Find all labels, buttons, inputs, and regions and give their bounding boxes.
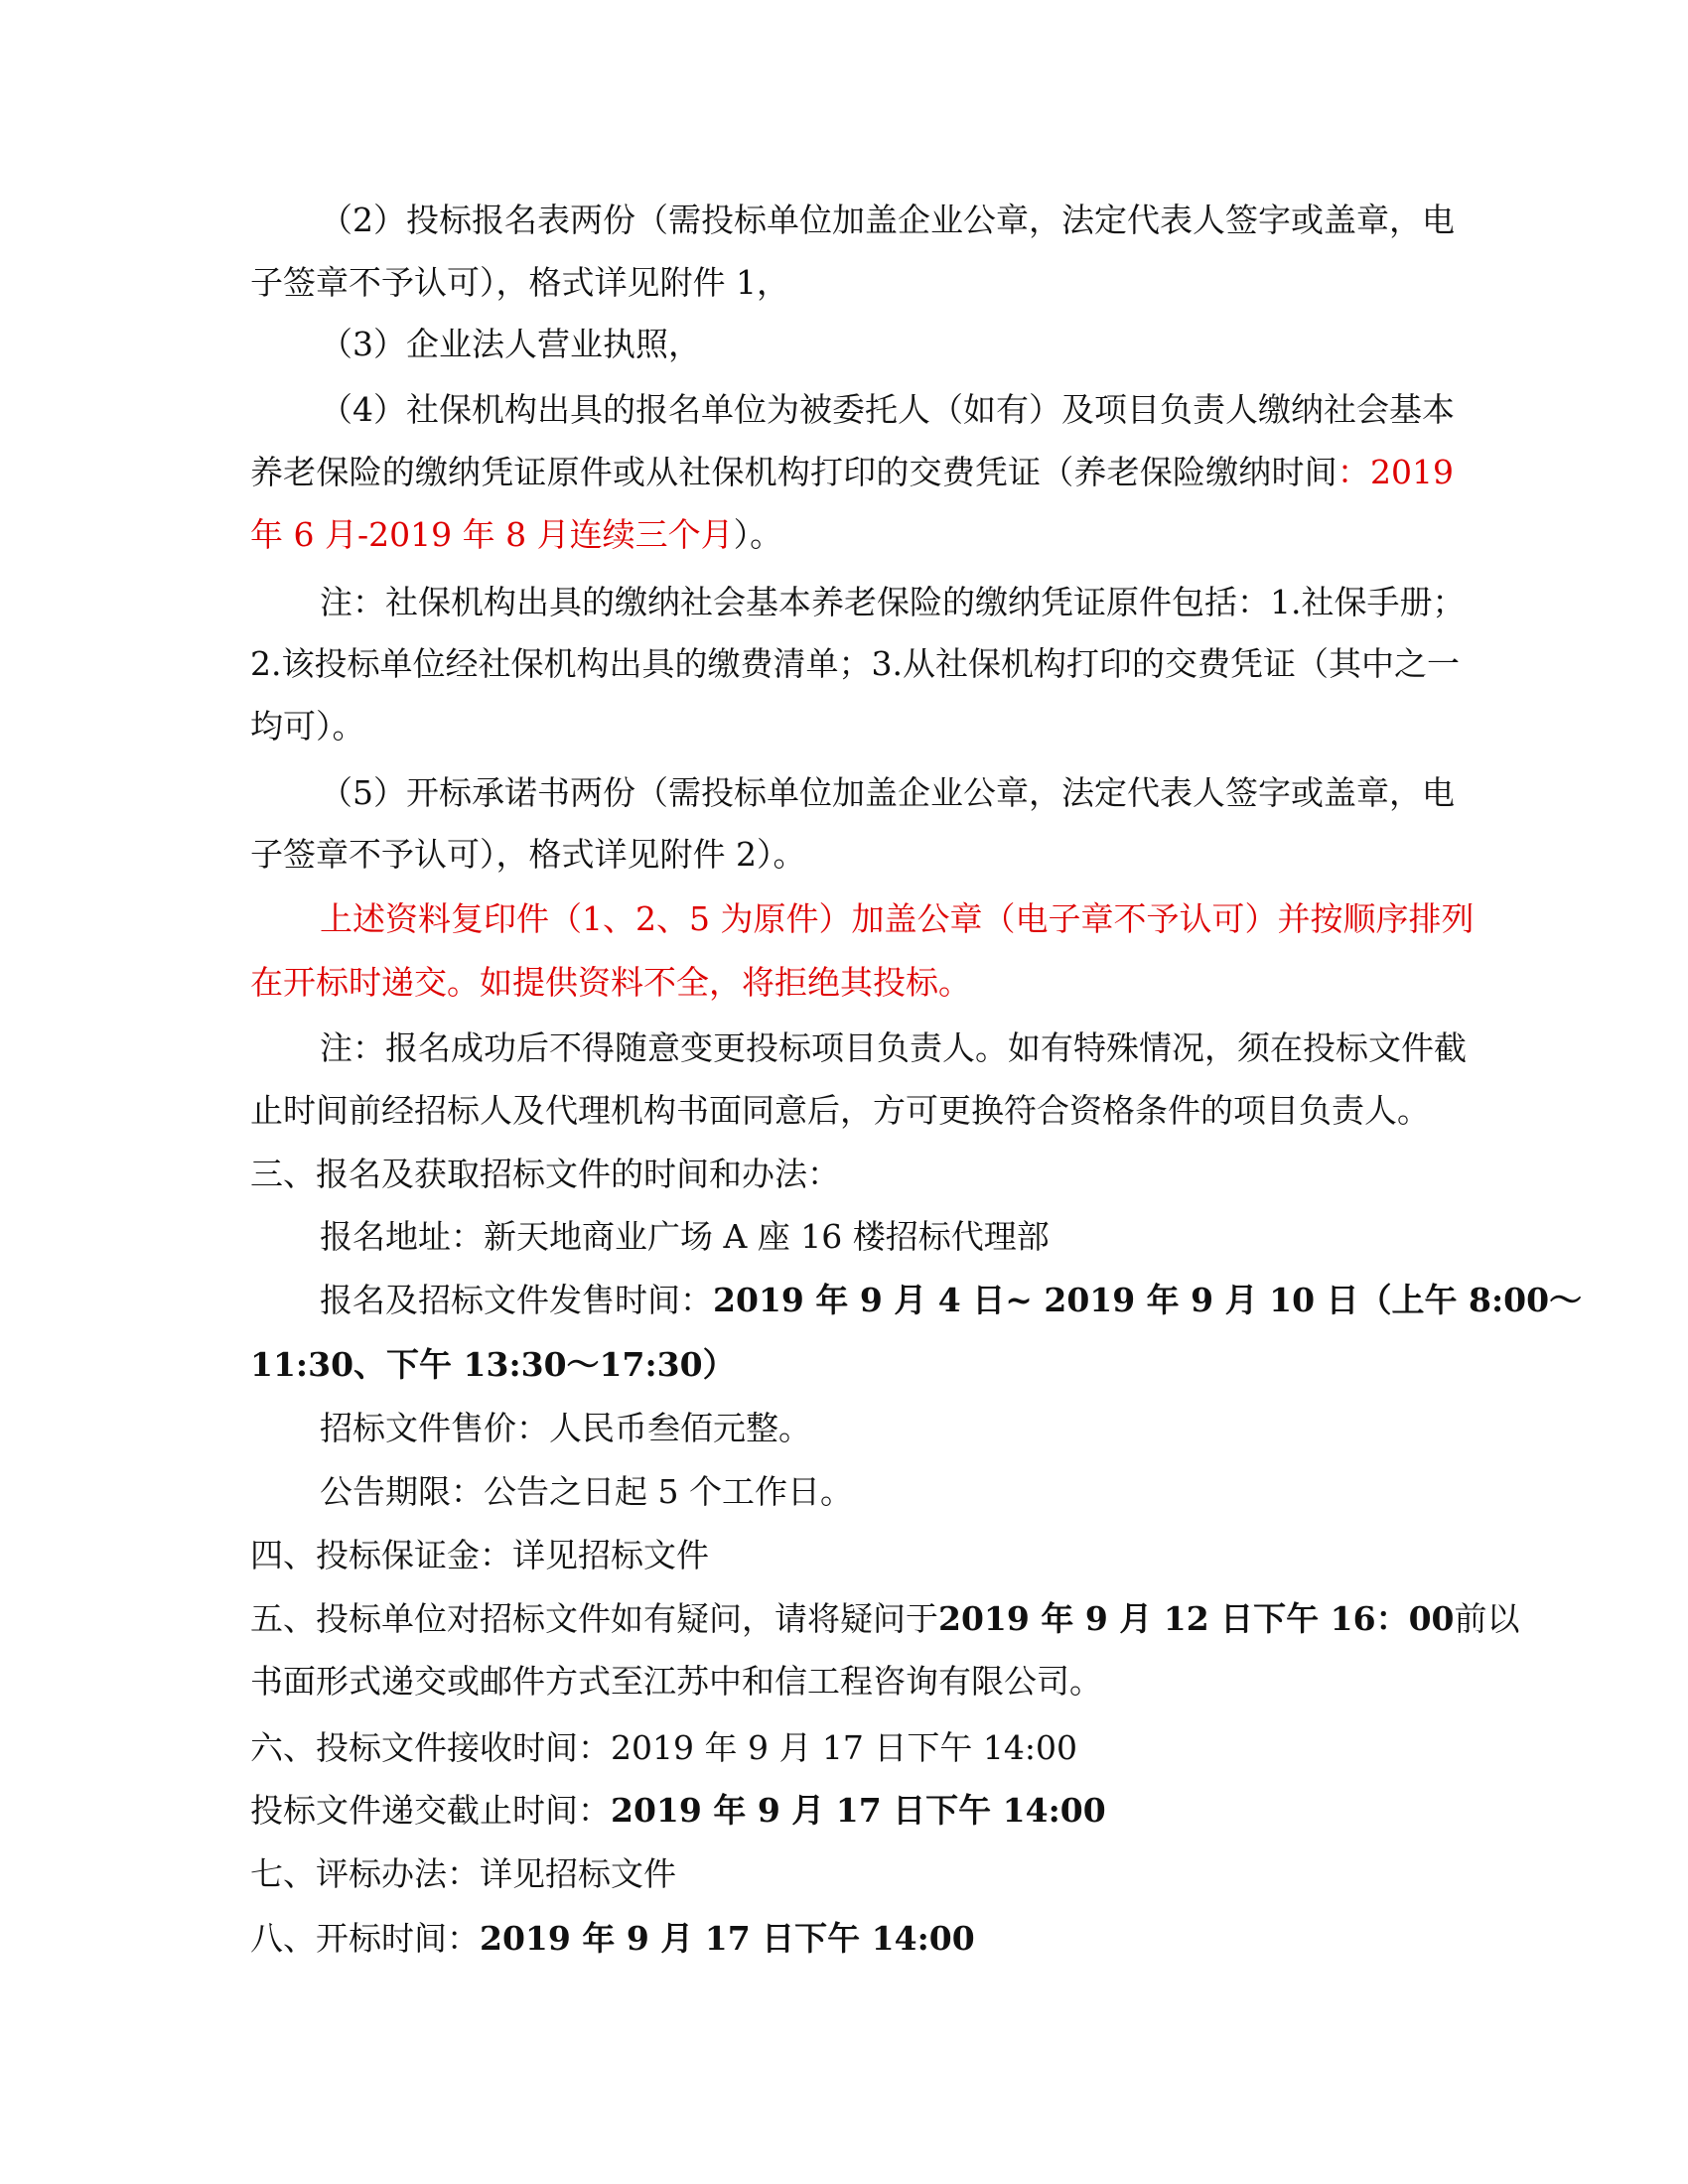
bold-text: 11:30、下午 13:30～17:30） bbox=[250, 1345, 736, 1384]
body-text: 八、开标时间： bbox=[250, 1919, 480, 1958]
body-text: 书面形式递交或邮件方式至江苏中和信工程咨询有限公司。 bbox=[250, 1662, 1102, 1701]
text-line bbox=[250, 513, 1454, 557]
text-line bbox=[320, 1279, 1583, 1322]
body-text: ）。 bbox=[733, 515, 783, 554]
body-text: 止时间前经招标人及代理机构书面同意后，方可更换符合资格条件的项目负责人。 bbox=[250, 1091, 1430, 1130]
highlighted-text: 上述资料复印件（1、2、5 为原件）加盖公章（电子章不予认可）并按顺序排列 bbox=[320, 899, 1475, 938]
body-text: 公告期限：公告之日起 5 个工作日。 bbox=[320, 1472, 853, 1511]
text-line bbox=[250, 642, 1460, 686]
text-line bbox=[250, 1534, 1454, 1577]
body-text: （2）投标报名表两份（需投标单位加盖企业公章，法定代表人签字或盖章，电 bbox=[320, 201, 1455, 239]
body-text: 招标文件售价：人民币叁佰元整。 bbox=[320, 1409, 811, 1447]
body-text: 注：报名成功后不得随意变更投标项目负责人。如有特殊情况，须在投标文件截 bbox=[320, 1028, 1467, 1067]
body-text: 2.该投标单位经社保机构出具的缴费清单；3.从社保机构打印的交费凭证（其中之一 bbox=[250, 644, 1460, 683]
body-text: 七、评标办法：详见招标文件 bbox=[250, 1854, 676, 1893]
text-line bbox=[250, 1597, 1520, 1641]
text-line bbox=[250, 1917, 1454, 1961]
highlighted-text: 年 6 月-2019 年 8 月连续三个月 bbox=[250, 515, 734, 554]
text-line bbox=[250, 961, 1454, 1005]
text-line bbox=[320, 1407, 1454, 1450]
text-line bbox=[250, 1789, 1454, 1833]
text-line bbox=[320, 1215, 1454, 1259]
text-line bbox=[250, 1852, 1454, 1896]
body-text: 养老保险的缴纳凭证原件或从社保机构打印的交费凭证（养老保险缴纳时间 bbox=[250, 453, 1337, 491]
body-text: （5）开标承诺书两份（需投标单位加盖企业公章，法定代表人签字或盖章，电 bbox=[320, 773, 1455, 812]
body-text: 报名地址：新天地商业广场 A 座 16 楼招标代理部 bbox=[320, 1217, 1050, 1256]
text-line bbox=[250, 1660, 1454, 1704]
text-line bbox=[250, 705, 1454, 749]
text-line bbox=[320, 771, 1454, 815]
text-line bbox=[250, 833, 1454, 877]
text-line bbox=[320, 323, 1454, 366]
text-line bbox=[250, 1726, 1454, 1770]
text-line bbox=[250, 1089, 1454, 1133]
body-text: （4）社保机构出具的报名单位为被委托人（如有）及项目负责人缴纳社会基本 bbox=[320, 390, 1455, 429]
body-text: 五、投标单位对招标文件如有疑问，请将疑问于 bbox=[250, 1599, 938, 1638]
highlighted-text: 在开标时递交。如提供资料不全，将拒绝其投标。 bbox=[250, 963, 971, 1002]
bold-text: 2019 年 9 月 12 日下午 16：00 bbox=[938, 1599, 1455, 1638]
text-line bbox=[250, 1343, 1454, 1387]
body-text: 子签章不予认可），格式详见附件 2）。 bbox=[250, 835, 806, 874]
text-line bbox=[320, 1470, 1454, 1514]
bold-text: 2019 年 9 月 17 日下午 14:00 bbox=[611, 1791, 1106, 1830]
body-text: 子签章不予认可），格式详见附件 1， bbox=[250, 263, 789, 302]
body-text: （3）企业法人营业执照， bbox=[320, 325, 701, 363]
text-line bbox=[250, 1153, 1454, 1196]
text-line bbox=[320, 199, 1454, 242]
bold-text: 2019 年 9 月 4 日~ 2019 年 9 月 10 日（上午 8:00～ bbox=[713, 1281, 1583, 1319]
text-line bbox=[250, 451, 1454, 494]
body-text: 四、投标保证金：详见招标文件 bbox=[250, 1536, 709, 1574]
text-line bbox=[320, 388, 1454, 432]
text-line bbox=[320, 1026, 1467, 1070]
body-text: 投标文件递交截止时间： bbox=[250, 1791, 611, 1830]
body-text: 注：社保机构出具的缴纳社会基本养老保险的缴纳凭证原件包括：1.社保手册； bbox=[320, 583, 1466, 621]
bold-text: 2019 年 9 月 17 日下午 14:00 bbox=[480, 1919, 975, 1958]
body-text: 三、报名及获取招标文件的时间和办法： bbox=[250, 1155, 840, 1193]
body-text: 报名及招标文件发售时间： bbox=[320, 1281, 713, 1319]
highlighted-text: ：2019 bbox=[1336, 453, 1455, 491]
body-text: 六、投标文件接收时间：2019 年 9 月 17 日下午 14:00 bbox=[250, 1728, 1078, 1767]
text-line bbox=[320, 897, 1475, 941]
text-line bbox=[320, 581, 1466, 624]
body-text: 前以 bbox=[1454, 1599, 1520, 1638]
body-text: 均可）。 bbox=[250, 707, 365, 746]
text-line bbox=[250, 261, 1454, 305]
